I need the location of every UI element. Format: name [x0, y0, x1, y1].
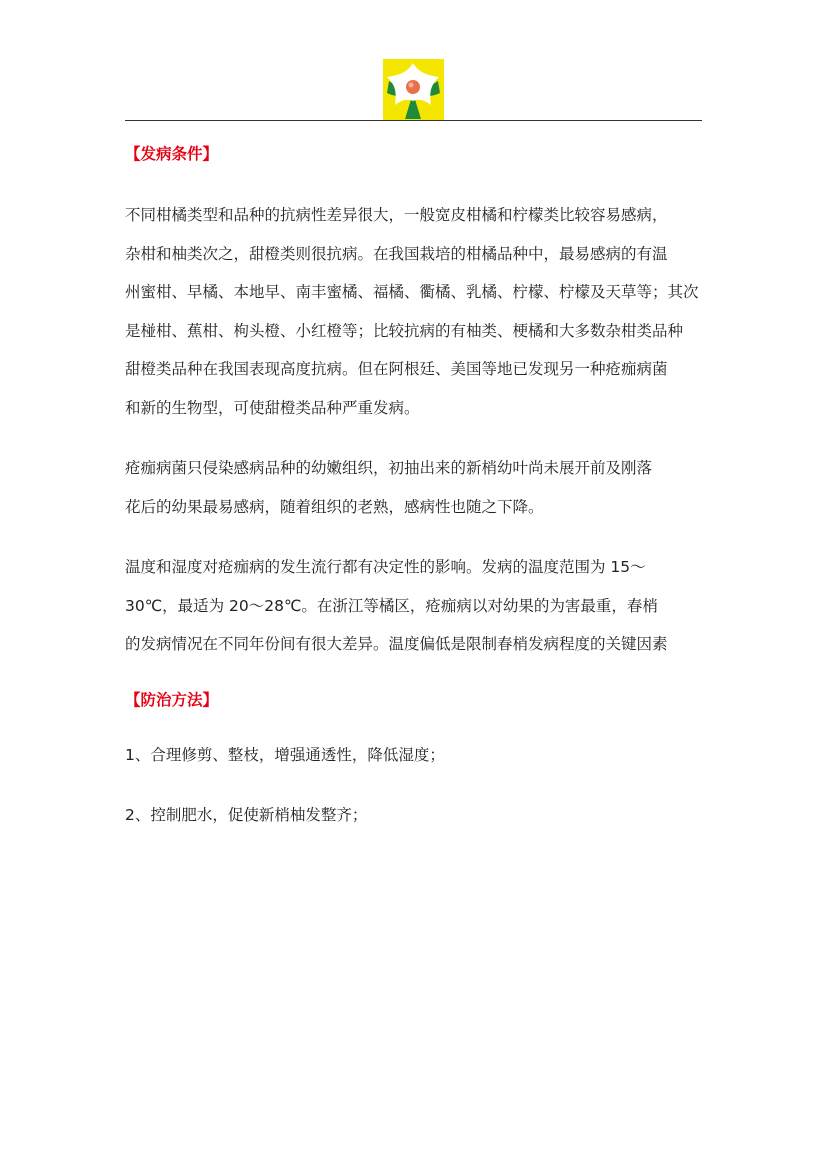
text-line: 州蜜柑、早橘、本地早、南丰蜜橘、福橘、衢橘、乳橘、柠檬、柠檬及天草等；其次 — [125, 283, 699, 301]
text-line: 30℃，最适为 20～28℃。在浙江等橘区，疮痂病以对幼果的为害最重，春梢 — [125, 596, 658, 615]
logo-center — [406, 80, 420, 94]
section-heading-control: 【防治方法】 — [125, 689, 219, 709]
text-line: 和新的生物型，可使甜橙类品种严重发病。 — [125, 398, 420, 417]
text-line: 杂柑和柚类次之，甜橙类则很抗病。在我国栽培的柑橘品种中，最易感病的有温 — [125, 244, 668, 263]
logo-highlight — [409, 83, 414, 88]
text-line: 的发病情况在不同年份间有很大差异。温度偏低是限制春梢发病程度的关键因素 — [125, 635, 668, 653]
paragraph-infection — [125, 449, 705, 526]
document-body — [125, 140, 705, 857]
text-line: 温度和湿度对疮痂病的发生流行都有决定性的影响。发病的温度范围为 15～ — [125, 558, 646, 576]
flower-logo-icon — [383, 59, 444, 120]
list-item: 2、控制肥水，促使新梢柚发整齐； — [125, 806, 368, 824]
text-line: 花后的幼果最易感病，随着组织的老熟，感病性也随之下降。 — [125, 497, 544, 516]
list-item: 1、合理修剪、整枝，增强通透性，降低湿度； — [125, 745, 445, 764]
text-line: 疮痂病菌只侵染感病品种的幼嫩组织，初抽出来的新梢幼叶尚未展开前及刚落 — [125, 459, 653, 477]
text-line: 是椪柑、蕉柑、枸头橙、小红橙等；比较抗病的有柚类、梗橘和大多数杂柑类品种 — [125, 321, 684, 340]
paragraph-resistance — [125, 196, 705, 427]
section-heading-conditions: 【发病条件】 — [125, 144, 219, 163]
header-rule — [125, 120, 702, 121]
text-line: 不同柑橘类型和品种的抗病性差异很大，一般宽皮柑橘和柠檬类比较容易感病， — [125, 206, 668, 224]
paragraph-climate — [125, 548, 705, 664]
text-line: 甜橙类品种在我国表现高度抗病。但在阿根廷、美国等地已发现另一种疮痂病菌 — [125, 360, 668, 378]
